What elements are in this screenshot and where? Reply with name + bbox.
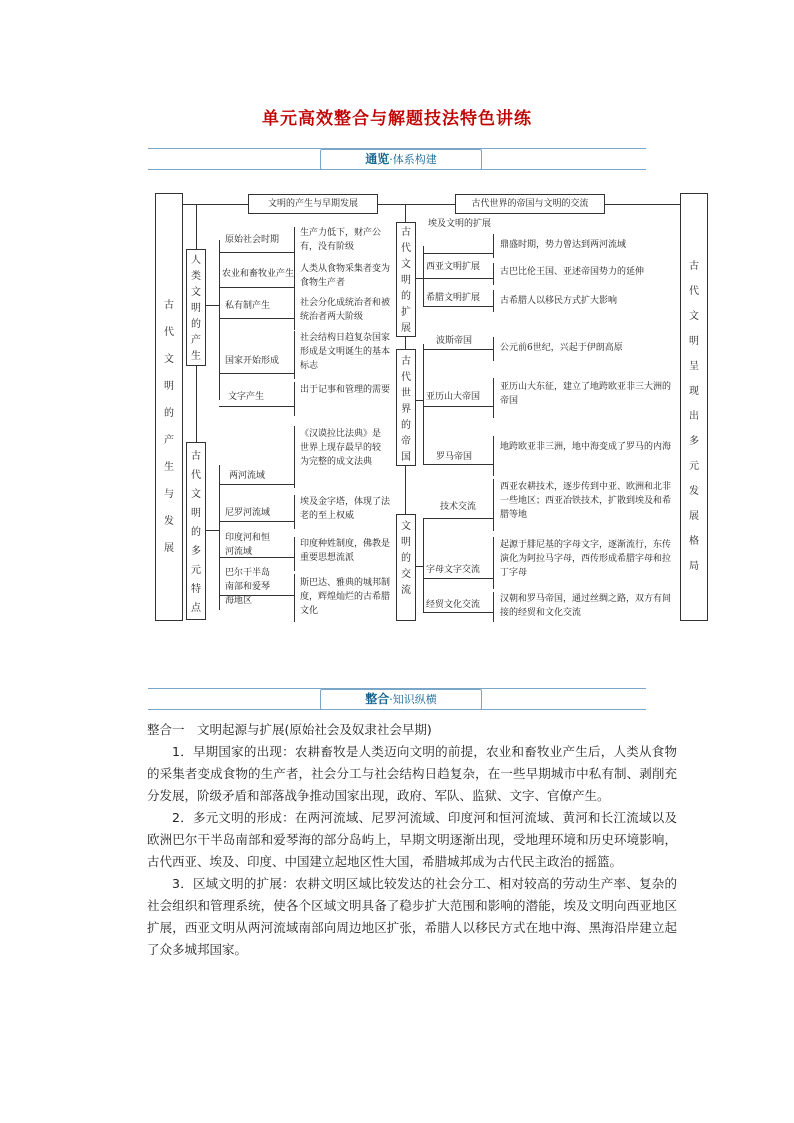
- origin-text-5: 出于记事和管理的需要: [300, 385, 391, 395]
- exchange-text-2: 起源于腓尼基的字母文字，逐渐流行，东传演化为阿拉马字母，西传形成希腊字母和拉丁字母: [500, 540, 672, 578]
- multi-label-1: 两河流域: [229, 471, 266, 481]
- banner-bold: 整合: [365, 692, 390, 706]
- group-empire-label: 古代世界的帝国: [401, 356, 411, 463]
- group-multi-label: 古代文明的多元特点: [191, 451, 201, 614]
- origin-label-4: 国家开始形成: [225, 356, 280, 366]
- paragraph-1: 1．早期国家的出现：农耕畜牧是人类迈向文明的前提，农业和畜牧业产生后，人类从食物的采集者变成食物的生产者，社会分工与社会结构日趋复杂，在一些早期城市中私有制、剥削充分发展，阶级矛盾和部落战争推动国家出现，政府、军队、监狱、文字、官僚产生。: [147, 744, 677, 803]
- multi-label-3: 印度河和恒河流域: [225, 533, 271, 557]
- group-expand-box: [396, 222, 416, 337]
- section-banner-integration: [148, 688, 646, 710]
- empire-text-3: 地跨欧亚非三洲，地中海变成了罗马的内海: [500, 442, 672, 452]
- expand-text-1: 鼎盛时期，势力曾达到两河流域: [500, 240, 627, 250]
- group-expand-label: 古代文明的扩展: [401, 227, 411, 334]
- top-left-label: 文明的产生与早期发展: [267, 199, 358, 209]
- multi-text-3: 印度种姓制度，佛教是重要思想流派: [300, 539, 391, 563]
- exchange-text-3: 汉朝和罗马帝国，通过丝绸之路，双方有间接的经贸和文化交流: [500, 594, 672, 618]
- multi-label-2: 尼罗河流域: [225, 508, 271, 518]
- paragraph-2: 2．多元文明的形成：在两河流域、尼罗河流域、印度河和恒河流域、黄河和长江流域以及欧洲巴尔干半岛南部和爱琴海的部分岛屿上，早期文明逐渐出现，受地理环境和历史环境影响，古代西亚、埃及、印度、中国建立起地区性大国，希腊城邦成为古代民主政治的摇篮。: [147, 810, 677, 869]
- multi-label-4: 巴尔干半岛南部和爱琴海地区: [225, 568, 271, 606]
- empire-label-1: 波斯帝国: [436, 336, 473, 346]
- banner-rest: ·知识纵横: [389, 693, 437, 706]
- expand-label-2: 西亚文明扩展: [426, 262, 481, 272]
- top-left-box: [248, 194, 378, 214]
- origin-text-3: 社会分化成统治者和被统治者两大阶级: [300, 298, 391, 322]
- origin-text-1: 生产力低下，财产公有，没有阶级: [300, 228, 382, 252]
- origin-label-5: 文字产生: [228, 392, 265, 402]
- origin-label-3: 私有制产生: [225, 301, 271, 311]
- left-outer-text: 古代文明的产生与发展: [164, 300, 174, 554]
- multi-text-4: 斯巴达、雅典的城邦制度，辉煌灿烂的古希腊文化: [300, 578, 391, 616]
- left-outer-box: [155, 193, 183, 621]
- group-exchange-box: [396, 514, 416, 621]
- right-outer-text: 古代文明呈现出多元发展格局: [689, 261, 699, 572]
- expand-text-3: 古希腊人以移民方式扩大影响: [500, 296, 618, 306]
- expand-label-1: 埃及文明的扩展: [428, 219, 492, 229]
- origin-text-2: 人类从食物采集者变为食物生产者: [300, 264, 391, 288]
- empire-text-1: 公元前6世纪，兴起于伊朗高原: [500, 343, 623, 353]
- top-right-box: [455, 194, 605, 214]
- empire-label-3: 罗马帝国: [436, 452, 473, 462]
- exchange-label-2: 字母文字交流: [426, 565, 481, 575]
- group-exchange-label: 文明的交流: [401, 521, 411, 596]
- empire-text-2: 亚历山大东征，建立了地跨欧亚非三大洲的帝国: [500, 382, 672, 406]
- banner-bold: 通览: [365, 152, 390, 166]
- exchange-label-1: 技术交流: [440, 502, 477, 512]
- page-title: 单元高效整合与解题技法特色讲练: [262, 109, 532, 129]
- banner-rest: ·体系构建: [389, 153, 437, 166]
- group-empire-box: [396, 349, 416, 466]
- origin-label-2: 农业和畜牧业产生: [222, 269, 295, 279]
- group-origin-box: [186, 249, 206, 366]
- origin-label-1: 原始社会时期: [225, 235, 280, 245]
- expand-label-3: 希腊文明扩展: [426, 293, 481, 303]
- exchange-text-1: 西亚农耕技术，逐步传到中亚、欧洲和北非一些地区；西亚冶铁技术，扩散到埃及和希腊等地: [500, 482, 672, 520]
- group-multi-box: [186, 442, 206, 620]
- group-origin-label: 人类文明的产生: [191, 255, 201, 362]
- multi-text-1: 《汉谟拉比法典》是世界上现存最早的较为完整的成文法典: [300, 429, 382, 467]
- expand-text-2: 古巴比伦王国、亚述帝国势力的延伸: [500, 267, 645, 277]
- empire-label-2: 亚历山大帝国: [426, 392, 481, 402]
- integration-section: [147, 719, 677, 961]
- right-outer-box: [680, 193, 708, 621]
- section-heading: 整合一 文明起源与扩展(原始社会及奴隶社会早期): [147, 722, 432, 737]
- paragraph-3: 3．区域文明的扩展：农耕文明区域比较发达的社会分工、相对较高的劳动生产率、复杂的社会组织和管理系统，使各个区域文明具备了稳步扩大范围和影响的潜能，埃及文明向西亚地区扩展，西亚文明从两河流域南部向周边地区扩张，希腊人以移民方式在地中海、黑海沿岸建立起了众多城邦国家。: [147, 876, 677, 957]
- top-right-label: 古代世界的帝国与文明的交流: [471, 199, 589, 209]
- origin-text-4: 社会结构日趋复杂国家形成是文明诞生的基本标志: [300, 333, 391, 371]
- multi-text-2: 埃及金字塔，体现了法老的至上权威: [300, 497, 391, 521]
- exchange-label-3: 经贸文化交流: [426, 600, 481, 610]
